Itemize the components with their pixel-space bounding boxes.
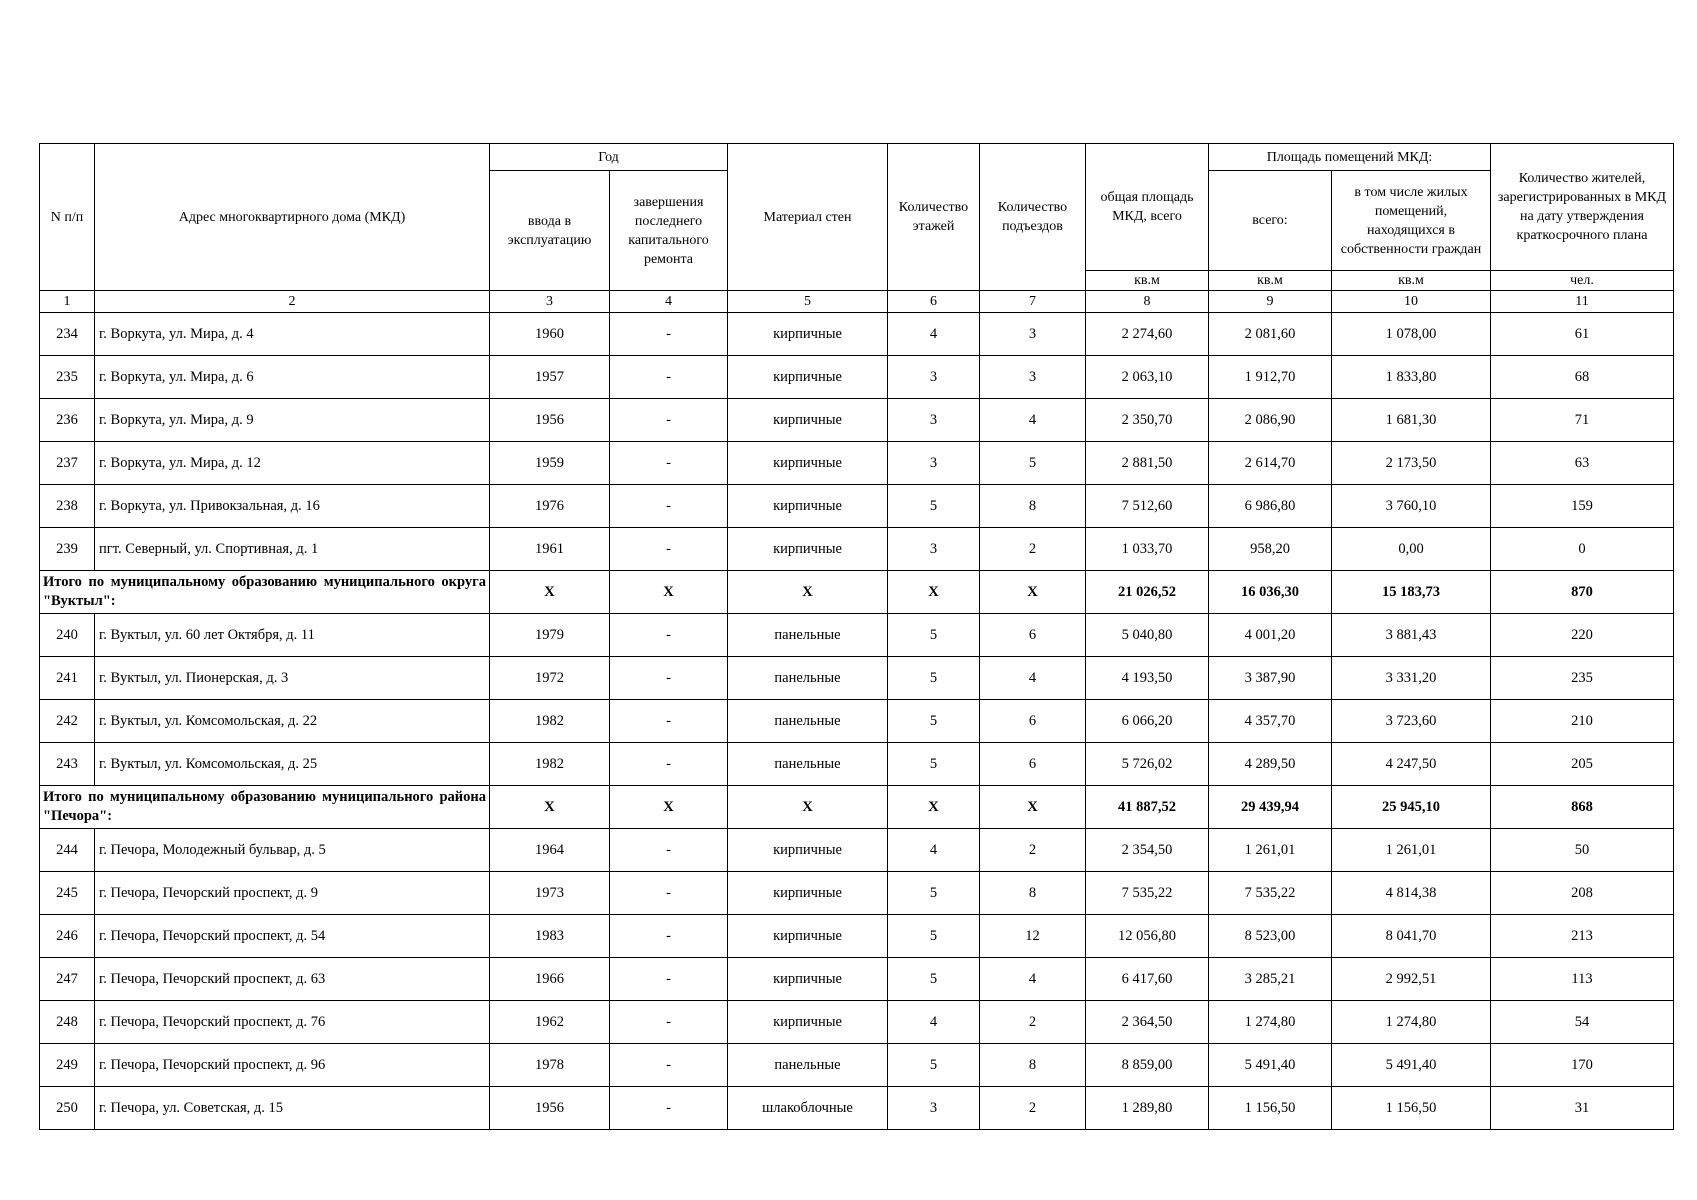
cell-entrances: 6	[980, 700, 1086, 743]
cell-wall-material: панельные	[728, 700, 888, 743]
cell-address: г. Воркута, ул. Мира, д. 12	[95, 442, 490, 485]
cell-premises-private: 3 760,10	[1332, 485, 1491, 528]
cell-year-commission: 1957	[490, 356, 610, 399]
cell-entrances: 3	[980, 313, 1086, 356]
cell-wall-material: кирпичные	[728, 485, 888, 528]
cell-floors: 5	[888, 915, 980, 958]
cell-premises-all: 1 156,50	[1209, 1087, 1332, 1130]
cell-wall-material: панельные	[728, 1044, 888, 1087]
cell-address: г. Вуктыл, ул. Комсомольская, д. 25	[95, 743, 490, 786]
cell-wall-material: кирпичные	[728, 872, 888, 915]
unit-premises-all: кв.м	[1209, 271, 1332, 291]
column-number: 1	[40, 291, 95, 313]
cell-residents: 0	[1491, 528, 1674, 571]
cell-year-repair: -	[610, 700, 728, 743]
cell-year-repair: -	[610, 657, 728, 700]
cell-premises-all: 1 261,01	[1209, 829, 1332, 872]
cell-entrances: 2	[980, 1087, 1086, 1130]
cell-year-commission: X	[490, 786, 610, 829]
cell-address: пгт. Северный, ул. Спортивная, д. 1	[95, 528, 490, 571]
cell-residents: 868	[1491, 786, 1674, 829]
cell-address: г. Вуктыл, ул. Комсомольская, д. 22	[95, 700, 490, 743]
cell-total-area: 2 063,10	[1086, 356, 1209, 399]
cell-total-area: 6 066,20	[1086, 700, 1209, 743]
cell-year-repair: -	[610, 829, 728, 872]
cell-floors: X	[888, 571, 980, 614]
cell-floors: 5	[888, 485, 980, 528]
cell-floors: 3	[888, 442, 980, 485]
cell-address: г. Печора, Печорский проспект, д. 9	[95, 872, 490, 915]
cell-entrances: 8	[980, 872, 1086, 915]
cell-floors: 4	[888, 829, 980, 872]
cell-year-repair: X	[610, 571, 728, 614]
cell-floors: 4	[888, 1001, 980, 1044]
cell-year-commission: 1964	[490, 829, 610, 872]
cell-year-repair: -	[610, 743, 728, 786]
cell-floors: 3	[888, 399, 980, 442]
cell-row-number: 237	[40, 442, 95, 485]
cell-year-repair: -	[610, 528, 728, 571]
cell-residents: 63	[1491, 442, 1674, 485]
cell-year-repair: -	[610, 915, 728, 958]
cell-year-commission: X	[490, 571, 610, 614]
cell-year-repair: X	[610, 786, 728, 829]
header-year-group: Год	[490, 144, 728, 171]
cell-premises-all: 958,20	[1209, 528, 1332, 571]
cell-year-commission: 1982	[490, 743, 610, 786]
cell-entrances: 8	[980, 1044, 1086, 1087]
cell-total-area: 21 026,52	[1086, 571, 1209, 614]
cell-row-number: 243	[40, 743, 95, 786]
cell-entrances: X	[980, 571, 1086, 614]
column-number: 5	[728, 291, 888, 313]
cell-row-number: 248	[40, 1001, 95, 1044]
header-entrances: Количество подъездов	[980, 144, 1086, 291]
cell-residents: 170	[1491, 1044, 1674, 1087]
cell-residents: 210	[1491, 700, 1674, 743]
cell-address: г. Воркута, ул. Мира, д. 9	[95, 399, 490, 442]
cell-row-number: 238	[40, 485, 95, 528]
cell-total-area: 5 040,80	[1086, 614, 1209, 657]
cell-address: г. Воркута, ул. Мира, д. 4	[95, 313, 490, 356]
cell-wall-material: кирпичные	[728, 356, 888, 399]
table-row	[40, 743, 1674, 786]
cell-address: г. Печора, Печорский проспект, д. 76	[95, 1001, 490, 1044]
cell-row-number: 242	[40, 700, 95, 743]
cell-premises-all: 4 357,70	[1209, 700, 1332, 743]
cell-premises-private: 25 945,10	[1332, 786, 1491, 829]
cell-wall-material: кирпичные	[728, 915, 888, 958]
table-row	[40, 356, 1674, 399]
cell-floors: 5	[888, 614, 980, 657]
table-row	[40, 1001, 1674, 1044]
table-row	[40, 485, 1674, 528]
cell-floors: 5	[888, 743, 980, 786]
cell-residents: 159	[1491, 485, 1674, 528]
cell-total-area: 4 193,50	[1086, 657, 1209, 700]
cell-premises-all: 29 439,94	[1209, 786, 1332, 829]
cell-entrances: X	[980, 786, 1086, 829]
cell-wall-material: кирпичные	[728, 313, 888, 356]
cell-year-commission: 1979	[490, 614, 610, 657]
cell-residents: 113	[1491, 958, 1674, 1001]
cell-year-commission: 1982	[490, 700, 610, 743]
column-number: 7	[980, 291, 1086, 313]
table-row	[40, 700, 1674, 743]
header-total-area: общая площадь МКД, всего	[1086, 144, 1209, 271]
table-row	[40, 872, 1674, 915]
cell-premises-all: 2 614,70	[1209, 442, 1332, 485]
cell-entrances: 12	[980, 915, 1086, 958]
cell-year-repair: -	[610, 872, 728, 915]
cell-address: г. Вуктыл, ул. Пионерская, д. 3	[95, 657, 490, 700]
cell-premises-private: 4 814,38	[1332, 872, 1491, 915]
cell-wall-material: кирпичные	[728, 528, 888, 571]
cell-premises-private: 3 723,60	[1332, 700, 1491, 743]
cell-row-number: 241	[40, 657, 95, 700]
column-number: 11	[1491, 291, 1674, 313]
header-residents: Количество жителей, зарегистрированных в МКД на дату утверждения краткосрочного плана	[1491, 144, 1674, 271]
cell-premises-all: 4 001,20	[1209, 614, 1332, 657]
cell-wall-material: кирпичные	[728, 958, 888, 1001]
cell-residents: 205	[1491, 743, 1674, 786]
cell-residents: 50	[1491, 829, 1674, 872]
cell-year-commission: 1962	[490, 1001, 610, 1044]
table-row	[40, 442, 1674, 485]
cell-entrances: 6	[980, 743, 1086, 786]
cell-year-commission: 1966	[490, 958, 610, 1001]
cell-year-commission: 1973	[490, 872, 610, 915]
cell-year-repair: -	[610, 1001, 728, 1044]
cell-premises-all: 1 274,80	[1209, 1001, 1332, 1044]
cell-entrances: 4	[980, 657, 1086, 700]
cell-total-area: 8 859,00	[1086, 1044, 1209, 1087]
cell-row-number: 250	[40, 1087, 95, 1130]
cell-year-commission: 1978	[490, 1044, 610, 1087]
cell-premises-private: 8 041,70	[1332, 915, 1491, 958]
cell-residents: 31	[1491, 1087, 1674, 1130]
cell-total-area: 12 056,80	[1086, 915, 1209, 958]
cell-row-number: 249	[40, 1044, 95, 1087]
cell-premises-all: 5 491,40	[1209, 1044, 1332, 1087]
cell-entrances: 8	[980, 485, 1086, 528]
cell-total-area: 2 350,70	[1086, 399, 1209, 442]
cell-year-commission: 1961	[490, 528, 610, 571]
table-body	[40, 313, 1674, 1130]
cell-residents: 870	[1491, 571, 1674, 614]
column-number: 2	[95, 291, 490, 313]
cell-floors: 5	[888, 958, 980, 1001]
cell-row-number: 247	[40, 958, 95, 1001]
cell-entrances: 4	[980, 958, 1086, 1001]
cell-premises-all: 2 081,60	[1209, 313, 1332, 356]
header-year-repair: завершения последнего капитального ремонта	[610, 171, 728, 291]
cell-premises-all: 1 912,70	[1209, 356, 1332, 399]
column-number: 3	[490, 291, 610, 313]
cell-year-repair: -	[610, 399, 728, 442]
subtotal-label: Итого по муниципальному образованию муниципального района "Печора":	[40, 786, 490, 829]
cell-premises-all: 16 036,30	[1209, 571, 1332, 614]
cell-floors: 5	[888, 1044, 980, 1087]
cell-total-area: 6 417,60	[1086, 958, 1209, 1001]
cell-year-commission: 1960	[490, 313, 610, 356]
table-row	[40, 915, 1674, 958]
cell-wall-material: кирпичные	[728, 399, 888, 442]
cell-premises-private: 0,00	[1332, 528, 1491, 571]
column-number: 4	[610, 291, 728, 313]
cell-floors: 5	[888, 872, 980, 915]
cell-total-area: 2 364,50	[1086, 1001, 1209, 1044]
cell-total-area: 2 354,50	[1086, 829, 1209, 872]
cell-residents: 54	[1491, 1001, 1674, 1044]
cell-premises-private: 4 247,50	[1332, 743, 1491, 786]
cell-total-area: 41 887,52	[1086, 786, 1209, 829]
cell-address: г. Печора, Печорский проспект, д. 54	[95, 915, 490, 958]
cell-wall-material: кирпичные	[728, 1001, 888, 1044]
cell-premises-private: 1 833,80	[1332, 356, 1491, 399]
cell-premises-private: 3 881,43	[1332, 614, 1491, 657]
cell-year-repair: -	[610, 485, 728, 528]
cell-premises-private: 1 156,50	[1332, 1087, 1491, 1130]
cell-entrances: 4	[980, 399, 1086, 442]
cell-premises-private: 15 183,73	[1332, 571, 1491, 614]
table-row	[40, 958, 1674, 1001]
cell-residents: 235	[1491, 657, 1674, 700]
column-number: 8	[1086, 291, 1209, 313]
cell-floors: 5	[888, 700, 980, 743]
cell-row-number: 246	[40, 915, 95, 958]
cell-premises-all: 6 986,80	[1209, 485, 1332, 528]
table-row	[40, 1044, 1674, 1087]
cell-row-number: 234	[40, 313, 95, 356]
cell-year-repair: -	[610, 313, 728, 356]
cell-total-area: 2 881,50	[1086, 442, 1209, 485]
cell-year-repair: -	[610, 614, 728, 657]
unit-premises-private: кв.м	[1332, 271, 1491, 291]
cell-wall-material: панельные	[728, 614, 888, 657]
cell-total-area: 2 274,60	[1086, 313, 1209, 356]
cell-year-repair: -	[610, 958, 728, 1001]
table-header	[40, 144, 1674, 313]
cell-address: г. Печора, Печорский проспект, д. 96	[95, 1044, 490, 1087]
cell-residents: 61	[1491, 313, 1674, 356]
table-row	[40, 657, 1674, 700]
header-premises-all: всего:	[1209, 171, 1332, 271]
cell-address: г. Печора, Молодежный бульвар, д. 5	[95, 829, 490, 872]
cell-floors: 3	[888, 356, 980, 399]
table-row	[40, 399, 1674, 442]
cell-entrances: 6	[980, 614, 1086, 657]
cell-year-commission: 1956	[490, 399, 610, 442]
column-number: 6	[888, 291, 980, 313]
header-material: Материал стен	[728, 144, 888, 291]
cell-year-commission: 1976	[490, 485, 610, 528]
table-row	[40, 1087, 1674, 1130]
cell-row-number: 236	[40, 399, 95, 442]
cell-floors: 5	[888, 657, 980, 700]
cell-premises-private: 1 078,00	[1332, 313, 1491, 356]
cell-total-area: 7 535,22	[1086, 872, 1209, 915]
cell-row-number: 239	[40, 528, 95, 571]
cell-entrances: 2	[980, 528, 1086, 571]
cell-residents: 71	[1491, 399, 1674, 442]
subtotal-label: Итого по муниципальному образованию муниципального округа "Вуктыл":	[40, 571, 490, 614]
cell-floors: 3	[888, 1087, 980, 1130]
unit-residents: чел.	[1491, 271, 1674, 291]
column-number: 10	[1332, 291, 1491, 313]
cell-wall-material: панельные	[728, 657, 888, 700]
cell-premises-all: 7 535,22	[1209, 872, 1332, 915]
cell-premises-private: 5 491,40	[1332, 1044, 1491, 1087]
cell-premises-private: 3 331,20	[1332, 657, 1491, 700]
cell-row-number: 240	[40, 614, 95, 657]
cell-premises-private: 1 261,01	[1332, 829, 1491, 872]
cell-residents: 68	[1491, 356, 1674, 399]
cell-total-area: 1 289,80	[1086, 1087, 1209, 1130]
subtotal-row	[40, 786, 1674, 829]
cell-year-commission: 1972	[490, 657, 610, 700]
table-row	[40, 829, 1674, 872]
cell-total-area: 5 726,02	[1086, 743, 1209, 786]
cell-entrances: 3	[980, 356, 1086, 399]
cell-year-repair: -	[610, 1044, 728, 1087]
cell-entrances: 2	[980, 1001, 1086, 1044]
cell-address: г. Воркута, ул. Привокзальная, д. 16	[95, 485, 490, 528]
cell-premises-all: 2 086,90	[1209, 399, 1332, 442]
cell-wall-material: X	[728, 571, 888, 614]
header-num: N п/п	[40, 144, 95, 291]
cell-wall-material: кирпичные	[728, 442, 888, 485]
cell-premises-private: 2 992,51	[1332, 958, 1491, 1001]
table-row	[40, 528, 1674, 571]
cell-total-area: 1 033,70	[1086, 528, 1209, 571]
cell-premises-all: 4 289,50	[1209, 743, 1332, 786]
cell-year-commission: 1959	[490, 442, 610, 485]
column-number: 9	[1209, 291, 1332, 313]
header-premises-group: Площадь помещений МКД:	[1209, 144, 1491, 171]
header-address: Адрес многоквартирного дома (МКД)	[95, 144, 490, 291]
header-premises-private: в том числе жилых помещений, находящихся в собственности граждан	[1332, 171, 1491, 271]
cell-address: г. Печора, ул. Советская, д. 15	[95, 1087, 490, 1130]
cell-residents: 220	[1491, 614, 1674, 657]
cell-address: г. Печора, Печорский проспект, д. 63	[95, 958, 490, 1001]
cell-residents: 213	[1491, 915, 1674, 958]
cell-year-commission: 1983	[490, 915, 610, 958]
cell-address: г. Вуктыл, ул. 60 лет Октября, д. 11	[95, 614, 490, 657]
cell-row-number: 235	[40, 356, 95, 399]
cell-floors: 3	[888, 528, 980, 571]
cell-address: г. Воркута, ул. Мира, д. 6	[95, 356, 490, 399]
cell-premises-all: 8 523,00	[1209, 915, 1332, 958]
cell-year-repair: -	[610, 1087, 728, 1130]
cell-row-number: 244	[40, 829, 95, 872]
cell-premises-all: 3 285,21	[1209, 958, 1332, 1001]
cell-entrances: 2	[980, 829, 1086, 872]
cell-year-commission: 1956	[490, 1087, 610, 1130]
unit-total-area: кв.м	[1086, 271, 1209, 291]
cell-year-repair: -	[610, 356, 728, 399]
table-row	[40, 614, 1674, 657]
header-floors: Количество этажей	[888, 144, 980, 291]
header-year-commission: ввода в эксплуатацию	[490, 171, 610, 291]
cell-premises-all: 3 387,90	[1209, 657, 1332, 700]
table-row	[40, 313, 1674, 356]
cell-premises-private: 1 681,30	[1332, 399, 1491, 442]
cell-entrances: 5	[980, 442, 1086, 485]
cell-premises-private: 1 274,80	[1332, 1001, 1491, 1044]
cell-residents: 208	[1491, 872, 1674, 915]
cell-wall-material: X	[728, 786, 888, 829]
cell-total-area: 7 512,60	[1086, 485, 1209, 528]
cell-wall-material: панельные	[728, 743, 888, 786]
cell-row-number: 245	[40, 872, 95, 915]
column-number-row	[40, 291, 1674, 313]
cell-premises-private: 2 173,50	[1332, 442, 1491, 485]
cell-wall-material: кирпичные	[728, 829, 888, 872]
cell-year-repair: -	[610, 442, 728, 485]
cell-wall-material: шлакоблочные	[728, 1087, 888, 1130]
subtotal-row	[40, 571, 1674, 614]
housing-register-table	[39, 143, 1674, 1130]
cell-floors: X	[888, 786, 980, 829]
cell-floors: 4	[888, 313, 980, 356]
